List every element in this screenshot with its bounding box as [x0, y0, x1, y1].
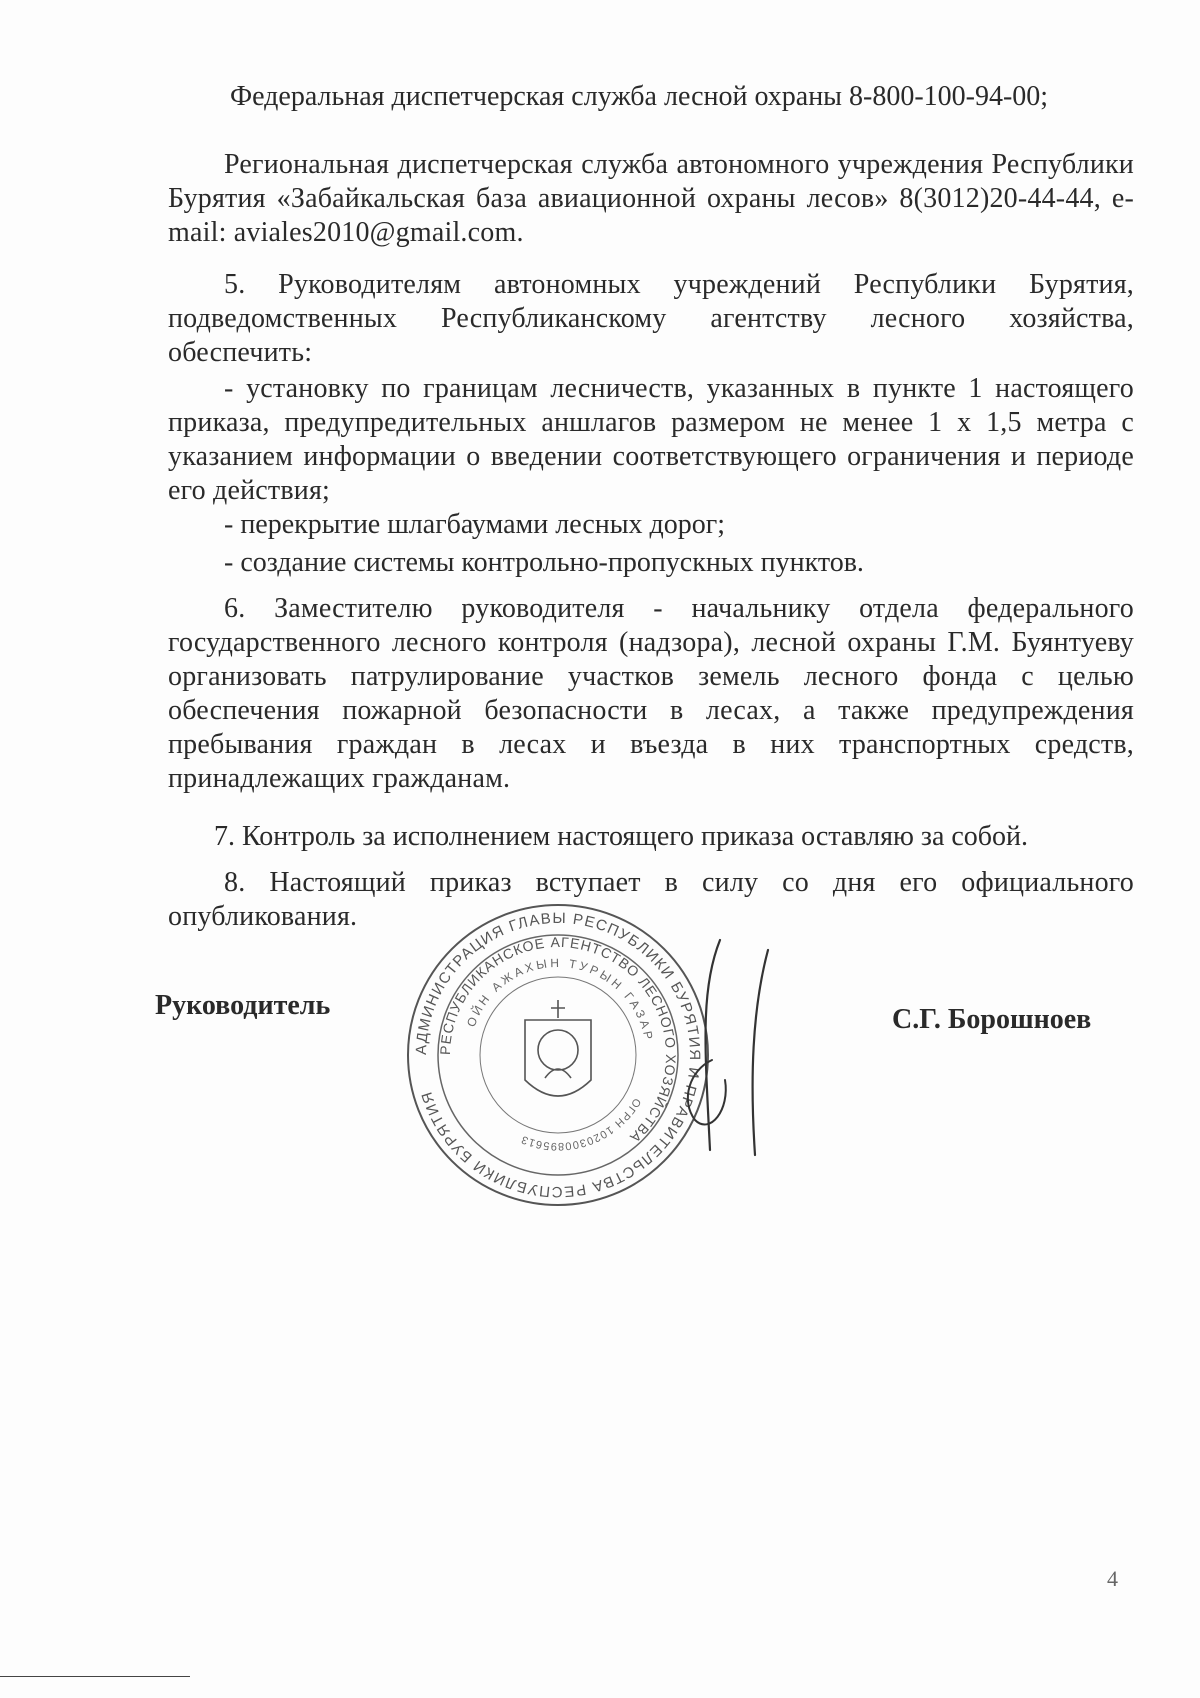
seal-inner-text: РЕСПУБЛИКАНСКОЕ АГЕНТСТВО ЛЕСНОГО ХОЗЯЙСТВА	[436, 933, 680, 1147]
regional-dispatch-paragraph: Региональная диспетчерская служба автономного учреждения Республики Бурятия «Забайкальская база авиационной охраны лесов» 8(3012)20-44-44, e-mail: aviales2010@gmail.com.	[168, 149, 1134, 248]
item-5-bullet-1: - установку по границам лесничеств, указанных в пункте 1 настоящего приказа, предупредительных аншлагов размером не менее 1 х 1,5 метра с указанием информации о введении соответствующего ограничения и периоде его действия;	[168, 373, 1134, 506]
item-7-paragraph: 7. Контроль за исполнением настоящего приказа оставляю за собой.	[214, 821, 1029, 852]
federal-dispatch-line: Федеральная диспетчерская служба лесной охраны 8-800-100-94-00;	[230, 81, 1049, 112]
item-5-bullet-3: - создание системы контрольно-пропускных пунктов.	[224, 547, 864, 578]
seal-buryat-text: ОЙН АЖАХЫН ТУРЫН ГАЗАР	[463, 955, 657, 1044]
item-8-paragraph: 8. Настоящий приказ вступает в силу со дня его официального опубликования.	[168, 867, 1134, 932]
bottom-scan-line	[0, 1676, 190, 1677]
signatory-name: С.Г. Борошноев	[892, 1004, 1092, 1035]
item-5-bullet-2: - перекрытие шлагбаумами лесных дорог;	[224, 509, 726, 540]
handwritten-signature	[650, 930, 790, 1160]
seal-outer-text: АДМИНИСТРАЦИЯ ГЛАВЫ РЕСПУБЛИКИ БУРЯТИЯ И ПРАВИТЕЛЬСТВА РЕСПУБЛИКИ БУРЯТИЯ	[412, 909, 704, 1201]
item-5-paragraph: 5. Руководителям автономных учреждений Республики Бурятия, подведомственных Республиканскому агентству лесного хозяйства, обеспечить:	[168, 269, 1134, 368]
signatory-position: Руководитель	[155, 990, 331, 1021]
emblem-shield	[525, 1020, 591, 1096]
emblem-top	[551, 1000, 565, 1018]
emblem-circle	[538, 1030, 578, 1070]
coat-of-arms-emblem	[525, 1000, 591, 1096]
seal-ogrn-text: ОГРН 1020300895613	[518, 1095, 643, 1153]
item-6-paragraph: 6. Заместителю руководителя - начальнику отдела федерального государственного лесного контроля (надзора), лесной охраны Г.М. Буянтуеву организовать патрулирование участков земель лесного фонда с целью обеспечения пожарной безопасности в лесах, а также предупреждения пребывания граждан в лесах и въезда в них транспортных средств, принадлежащих гражданам.	[168, 593, 1134, 794]
page-number: 4	[1107, 1566, 1118, 1591]
